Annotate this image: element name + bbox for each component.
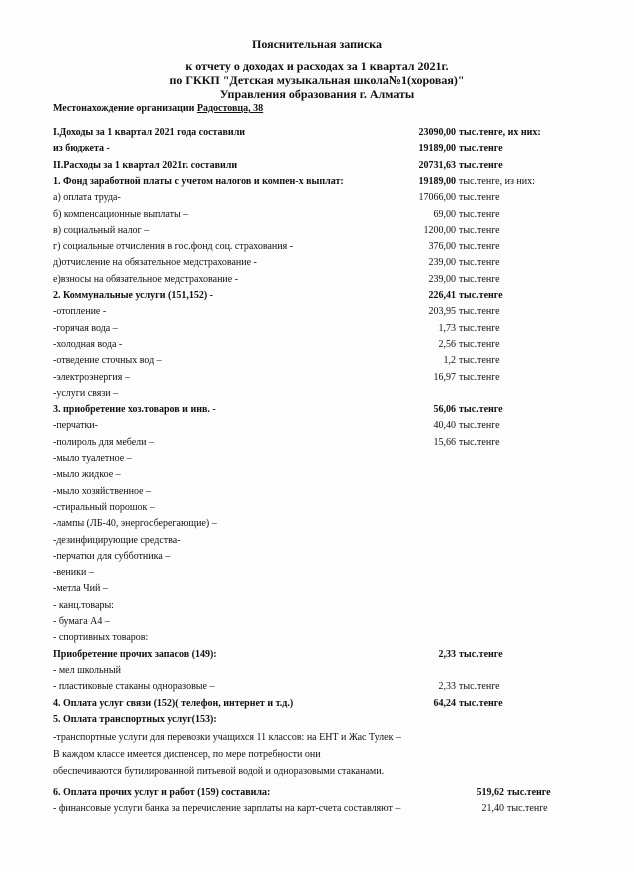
- row-label: -лампы (ЛБ-40, энергосберегающие) –: [53, 518, 217, 530]
- row-label: из бюджета -: [53, 143, 110, 155]
- document-subtitle-department: Управления образования г. Алматы: [219, 87, 415, 101]
- row-label: е)взносы на обязательное медстрахование -: [53, 273, 239, 285]
- row-amount: 1,2: [443, 355, 456, 367]
- report-row: [0, 192, 634, 206]
- report-row: [0, 486, 634, 500]
- row-amount: 376,00: [428, 241, 456, 253]
- row-amount: 15,66: [433, 436, 456, 448]
- row-unit: тыс.тенге: [459, 273, 500, 285]
- report-row: [0, 787, 634, 801]
- row-unit: тыс.тенге: [459, 322, 500, 334]
- report-row: [0, 600, 634, 614]
- row-unit: тыс.тенге, из них:: [459, 175, 535, 187]
- report-row: [0, 502, 634, 516]
- report-row: [0, 567, 634, 581]
- row-amount: 239,00: [428, 257, 456, 269]
- row-unit: тыс.тенге: [459, 681, 500, 693]
- row-amount: 16,97: [433, 371, 456, 383]
- row-label: - мел школьный: [53, 664, 121, 676]
- row-label: 2. Коммунальные услуги (151,152) -: [53, 290, 213, 301]
- report-row: [0, 127, 634, 141]
- row-label: -метла Чий –: [53, 583, 108, 595]
- report-row: [0, 274, 634, 288]
- row-label: -перчатки-: [53, 420, 98, 432]
- report-row: [0, 160, 634, 174]
- transport-text-line: В каждом классе имеется диспенсер, по мере потребности они: [53, 749, 321, 761]
- row-label: 3. приобретение хоз.товаров и инв. -: [53, 404, 216, 416]
- row-label: -веники –: [53, 567, 94, 579]
- row-amount: 2,33: [438, 648, 456, 660]
- report-row: [0, 306, 634, 320]
- row-label: г) социальные отчисления в гос.фонд соц. страхования -: [53, 241, 294, 253]
- row-label: -мыло жидкое –: [53, 469, 121, 481]
- document-title: Пояснительная записка: [251, 37, 382, 51]
- row-amount: 2,56: [438, 338, 456, 350]
- report-row: [0, 339, 634, 353]
- row-amount: 23090,00: [418, 127, 456, 138]
- row-amount: 19189,00: [418, 175, 456, 187]
- row-label: 5. Оплата транспортных услуг(153):: [53, 713, 217, 725]
- row-unit: тыс.тенге: [459, 241, 500, 253]
- report-row: [0, 665, 634, 679]
- row-amount: 64,24: [433, 697, 456, 709]
- report-row: [0, 469, 634, 483]
- report-row: [0, 355, 634, 369]
- row-unit: тыс.тенге: [459, 371, 500, 383]
- row-label: - канц.товары:: [53, 599, 114, 611]
- row-label: а) оплата труда-: [53, 192, 121, 204]
- row-unit: тыс.тенге: [459, 224, 500, 236]
- report-row: [0, 803, 634, 817]
- row-label: в) социальный налог –: [53, 224, 150, 236]
- row-label: - финансовые услуги банка за перечисление зарплаты на карт-счета составляют –: [53, 803, 401, 815]
- row-label: -мыло туалетное –: [53, 453, 132, 464]
- row-label: б) компенсационные выплаты –: [53, 208, 189, 220]
- report-row: [0, 290, 634, 304]
- transport-text-line: -транспортные услуги для перевозки учащихся 11 классов: на ЕНТ и Жас Тулек –: [53, 732, 401, 744]
- transport-text-line: обеспечиваются бутилированной питьевой водой и одноразовыми стаканами.: [53, 766, 385, 778]
- row-label: Приобретение прочих запасов (149):: [53, 648, 217, 660]
- row-label: -дезинфицирующие средства-: [53, 534, 181, 546]
- report-row: [0, 241, 634, 255]
- row-unit: тыс.тенге: [459, 143, 503, 155]
- row-unit: тыс.тенге: [459, 697, 503, 709]
- report-row: [0, 176, 634, 190]
- row-label: -стиральный порошок –: [53, 501, 155, 513]
- row-label: - бумага А4 –: [53, 616, 110, 627]
- row-unit: тыс.тенге: [459, 192, 500, 204]
- row-unit: тыс.тенге: [459, 436, 500, 448]
- row-label: -горячая вода –: [53, 322, 118, 334]
- report-row: [0, 714, 634, 728]
- row-label: II.Расходы за 1 квартал 2021г. составили: [53, 159, 238, 171]
- row-amount: 56,06: [433, 404, 456, 416]
- report-row: [0, 551, 634, 565]
- report-row: [0, 323, 634, 337]
- row-unit: тыс.тенге: [459, 290, 503, 301]
- row-amount: 69,00: [433, 208, 456, 220]
- report-row: [0, 698, 634, 712]
- row-label: -перчатки для субботника –: [53, 550, 171, 562]
- row-amount: 17066,00: [418, 192, 456, 204]
- row-amount: 239,00: [428, 273, 456, 285]
- report-row: [0, 437, 634, 451]
- report-row: [0, 388, 634, 402]
- row-unit: тыс.тенге: [459, 257, 500, 269]
- report-row: [0, 535, 634, 549]
- row-unit: тыс.тенге: [459, 338, 500, 350]
- document-subtitle-period: к отчету о доходах и расходах за 1 квартал 2021г.: [185, 59, 449, 73]
- row-label: -отведение сточных вод –: [53, 355, 162, 367]
- report-row: [0, 681, 634, 695]
- row-amount: 40,40: [433, 420, 456, 432]
- row-amount: 21,40: [481, 803, 504, 815]
- row-unit: тыс.тенге, их них:: [459, 127, 541, 138]
- row-label: -отопление -: [53, 306, 107, 318]
- row-label: -мыло хозяйственное –: [53, 485, 152, 497]
- row-label: -полироль для мебели –: [53, 436, 154, 448]
- row-amount: 20731,63: [418, 159, 456, 171]
- row-amount: 203,95: [428, 306, 456, 318]
- location-line: [53, 103, 263, 114]
- row-amount: 226,41: [428, 290, 456, 301]
- row-unit: тыс.тенге: [459, 306, 500, 318]
- row-label: I.Доходы за 1 квартал 2021 года составили: [53, 127, 246, 138]
- row-unit: тыс.тенге: [459, 208, 500, 220]
- report-row: [0, 372, 634, 386]
- report-row: [0, 209, 634, 223]
- location-label: Местонахождение организации: [53, 103, 195, 114]
- row-amount: 19189,00: [418, 143, 456, 155]
- row-label: - спортивных товаров:: [53, 632, 149, 644]
- row-label: 4. Оплата услуг связи (152)( телефон, интернет и т.д.): [53, 697, 294, 709]
- report-row: [0, 420, 634, 434]
- location-address: Радостовца, 38: [196, 103, 264, 114]
- row-unit: тыс.тенге: [507, 787, 551, 799]
- row-unit: тыс.тенге: [459, 420, 500, 432]
- report-row: [0, 453, 634, 467]
- row-amount: 1200,00: [423, 224, 456, 236]
- row-unit: тыс.тенге: [459, 648, 503, 660]
- row-label: д)отчисление на обязательное медстрахование -: [53, 257, 257, 269]
- row-label: -электроэнергия –: [53, 371, 130, 383]
- row-unit: тыс.тенге: [507, 803, 548, 815]
- row-amount: 519,62: [476, 787, 504, 799]
- row-unit: тыс.тенге: [459, 404, 503, 416]
- report-row: [0, 404, 634, 418]
- report-row: [0, 143, 634, 157]
- row-amount: 2,33: [438, 681, 456, 693]
- report-row: [0, 225, 634, 239]
- row-unit: тыс.тенге: [459, 355, 500, 367]
- report-row: [0, 616, 634, 630]
- row-amount: 1,73: [438, 322, 456, 334]
- row-label: 1. Фонд заработной платы с учетом налогов и компен-х выплат:: [53, 175, 344, 187]
- row-label: 6. Оплата прочих услуг и работ (159) составила:: [53, 787, 271, 799]
- report-row: [0, 583, 634, 597]
- row-unit: тыс.тенге: [459, 159, 503, 171]
- document-subtitle-organization: по ГККП "Детская музыкальная школа№1(хоровая)": [169, 73, 465, 87]
- row-label: -холодная вода -: [53, 338, 123, 350]
- report-row: [0, 257, 634, 271]
- report-row: [0, 649, 634, 663]
- report-row: [0, 632, 634, 646]
- row-label: -услуги связи –: [53, 387, 119, 399]
- report-row: [0, 518, 634, 532]
- row-label: - пластиковые стаканы одноразовые –: [53, 681, 215, 693]
